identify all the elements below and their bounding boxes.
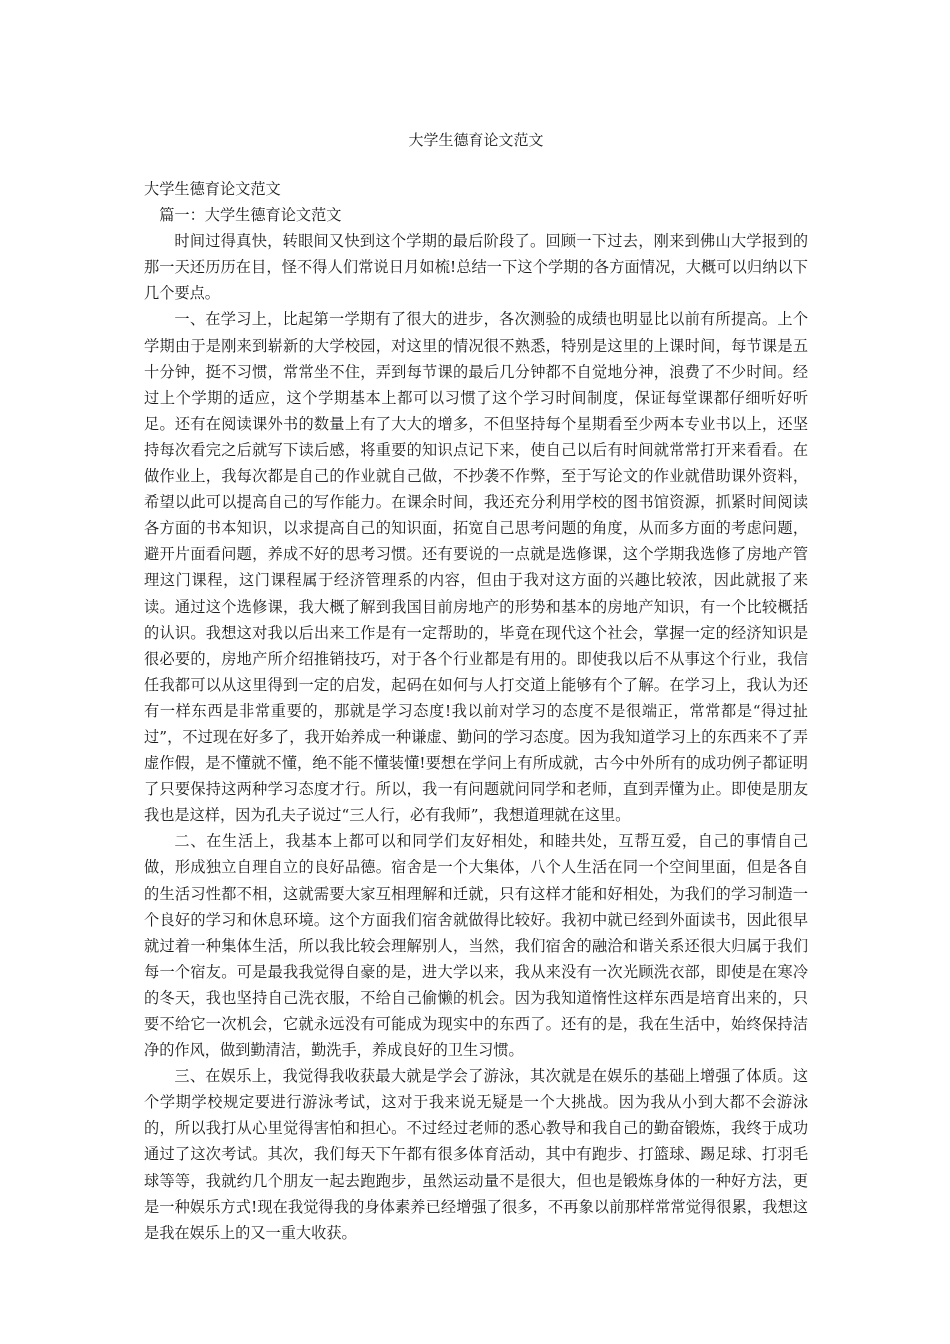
document-title: 大学生德育论文范文 <box>408 131 544 149</box>
paragraph-recreation: 三、在娱乐上，我觉得我收获最大就是学会了游泳，其次就是在娱乐的基础上增强了体质。这个学期学校规定要进行游泳考试，这对于我来说无疑是一个大挑战。因为我从小到大都不会游泳的，所以我打从心里觉得害怕和担心。不过经过老师的悉心教导和我自己的勤奋锻炼，我终于成功通过了这次考试。其次，我们每天下午都有很多体育活动，其中有跑步、打篮球、踢足球、打羽毛球等等，我就约几个朋友一起去跑跑步，虽然运动量不是很大，但也是锻炼身体的一种好方法，更是一种娱乐方式!现在我觉得我的身体素养已经增强了很多，不再象以前那样常常觉得很累，我想这是我在娱乐上的又一重大收获。 <box>144 1067 808 1242</box>
chapter-heading: 篇一：大学生德育论文范文 <box>159 206 342 225</box>
paragraph-intro: 时间过得真快，转眼间又快到这个学期的最后阶段了。回顾一下过去，刚来到佛山大学报到的那一天还历历在目，怪不得人们常说日月如梳!总结一下这个学期的各方面情况，大概可以归纳以下几个要点。 <box>144 232 808 303</box>
paragraph-life: 二、在生活上，我基本上都可以和同学们友好相处，和睦共处，互帮互爱，自己的事情自己做，形成独立自理自立的良好品德。宿舍是一个大集体，八个人生活在同一个空间里面，但是各自的生活习性都不相，这就需要大家互相理解和迁就，只有这样才能和好相处，为我们的学习制造一个良好的学习和休息环境。这个方面我们宿舍就做得比较好。我初中就已经到外面读书，因此很早就过着一种集体生活，所以我比较会理解别人，当然，我们宿舍的融洽和谐关系还很大归属于我们每一个宿友。可是最我我觉得自豪的是，进大学以来，我从来没有一次光顾洗衣部，即使是在寒冷的冬天，我也坚持自己洗衣服，不给自己偷懒的机会。因为我知道惰性这样东西是培育出来的，只要不给它一次机会，它就永远没有可能成为现实中的东西了。还有的是，我在生活中，始终保持洁净的作风，做到勤清洁，勤洗手，养成良好的卫生习惯。 <box>144 832 808 1060</box>
paragraph-study: 一、在学习上，比起第一学期有了很大的进步，各次测验的成绩也明显比以前有所提高。上个学期由于是刚来到崭新的大学校园，对这里的情况很不熟悉，特别是这里的上课时间，每节课是五十分钟，挺不习惯，常常坐不住，弄到每节课的最后几分钟都不自觉地分神，浪费了不少时间。经过上个学期的适应，这个学期基本上都可以习惯了这个学习时间制度，保证每堂课都仔细听好听足。还有在阅读课外书的数量上有了大大的增多，不但坚持每个星期看至少两本专业书以上，还坚持每次看完之后就写下读后感，将重要的知识点记下来，使自己以后有时间就常常打开来看看。在做作业上，我每次都是自己的作业就自己做，不抄袭不作弊，至于写论文的作业就借助课外资料，希望以此可以提高自己的写作能力。在课余时间，我还充分利用学校的图书馆资源，抓紧时间阅读各方面的书本知识，以求提高自己的知识面，拓宽自己思考问题的角度，从而多方面的考虑问题，避开片面看问题，养成不好的思考习惯。还有要说的一点就是选修课，这个学期我选修了房地产管理这门课程，这门课程属于经济管理系的内容，但由于我对这方面的兴趣比较浓，因此就报了来读。通过这个选修课，我大概了解到我国目前房地产的形势和基本的房地产知识，有一个比较概括的认识。我想这对我以后出来工作是有一定帮助的，毕竟在现代这个社会，掌握一定的经济知识是很必要的，房地产所介绍推销技巧，对于各个行业都是有用的。即使我以后不从事这个行业，我信任我都可以从这里得到一定的启发，起码在如何与人打交道上能够有个了解。在学习上，我认为还有一样东西是非常重要的，那就是学习态度!我以前对学习的态度不是很端正，常常都是“得过扯过”，不过现在好多了，我开始养成一种谦虚、勤问的学习态度。因为我知道学习上的东西来不了弄虚作假，是不懂就不懂，绝不能不懂装懂!要想在学问上有所成就，古今中外所有的成功例子都证明了只要保持这两种学习态度才行。所以，我一有问题就问同学和老师，直到弄懂为止。即使是朋友我也是这样，因为孔夫子说过“三人行，必有我师”，我想道理就在这里。 <box>144 310 808 825</box>
document-heading: 大学生德育论文范文 <box>144 180 281 198</box>
document-body <box>144 176 808 1246</box>
